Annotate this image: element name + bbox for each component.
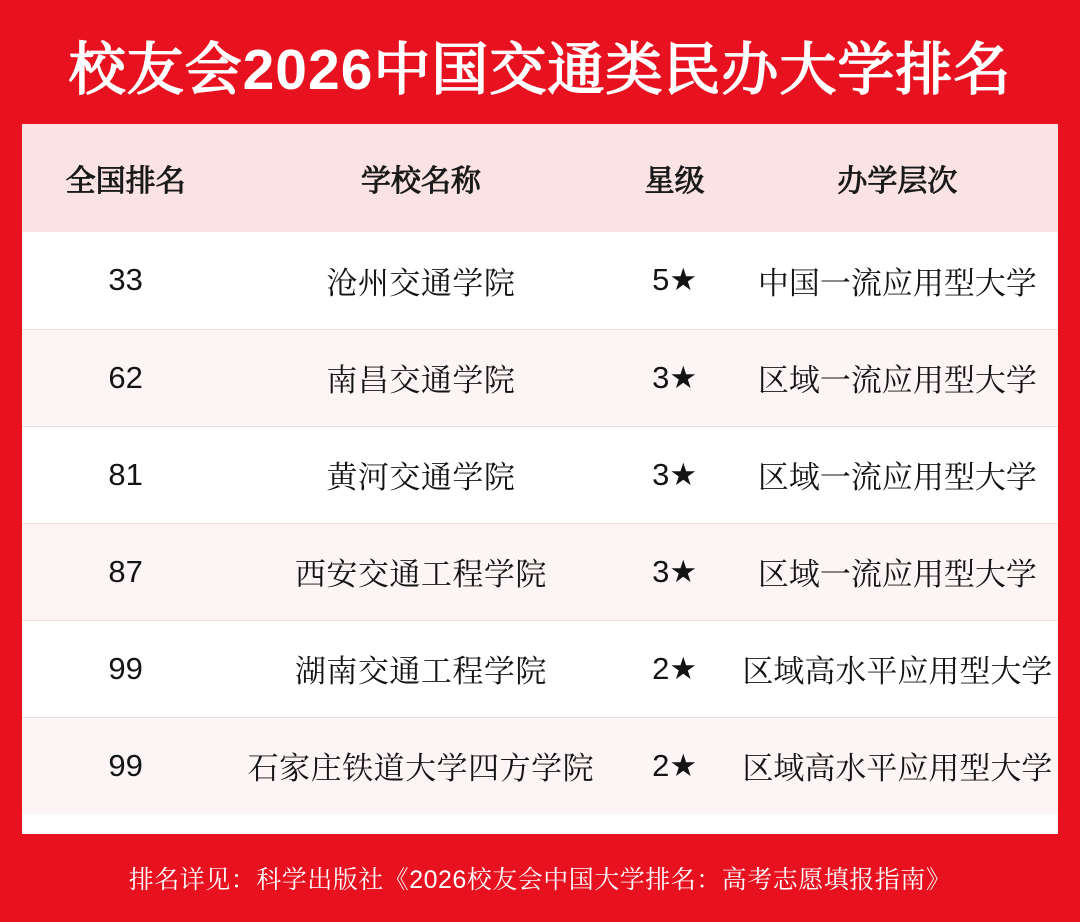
poster-title-bar: [22, 22, 1058, 124]
cell-level: 区域一流应用型大学: [737, 426, 1058, 523]
cell-level: 区域一流应用型大学: [737, 329, 1058, 426]
table-header: [22, 124, 1058, 232]
poster-footer: [22, 834, 1058, 922]
cell-school-name: 南昌交通学院: [229, 329, 612, 426]
cell-school-name: 西安交通工程学院: [229, 523, 612, 620]
column-header-star: 星级: [644, 165, 705, 198]
table-body: [22, 232, 1058, 814]
cell-rank: 99: [22, 620, 229, 717]
cell-level: 中国一流应用型大学: [757, 265, 1037, 301]
cell-star-rating: 3★: [613, 426, 737, 523]
cell-school-name: 石家庄铁道大学四方学院: [229, 717, 612, 814]
cell-rank: 81: [22, 426, 229, 523]
cell-star-rating: 3★: [613, 329, 737, 426]
cell-star-rating: 5★: [652, 262, 698, 298]
cell-level: 区域高水平应用型大学: [737, 620, 1058, 717]
cell-school-name: 湖南交通工程学院: [229, 620, 612, 717]
table-header-row: [22, 124, 1058, 232]
cell-level: 区域一流应用型大学: [737, 523, 1058, 620]
column-header-rank: 全国排名: [65, 165, 186, 198]
cell-rank: 99: [22, 717, 229, 814]
cell-school-name: 黄河交通学院: [229, 426, 612, 523]
table-row: [22, 620, 1058, 717]
footer-note: 排名详见：科学出版社《2026校友会中国大学排名：高考志愿填报指南》: [128, 866, 952, 894]
ranking-table: [22, 124, 1058, 814]
cell-level: 区域高水平应用型大学: [737, 717, 1058, 814]
table-row: [22, 426, 1058, 523]
cell-star-rating: 2★: [613, 717, 737, 814]
table-row: [22, 523, 1058, 620]
cell-star-rating: 3★: [613, 523, 737, 620]
ranking-table-card: [22, 124, 1058, 834]
column-header-level: 办学层次: [837, 165, 958, 198]
table-row: [22, 717, 1058, 814]
cell-rank: 33: [108, 262, 143, 298]
table-row: [22, 329, 1058, 426]
cell-star-rating: 2★: [613, 620, 737, 717]
page-title: 校友会2026中国交通类民办大学排名: [68, 37, 1012, 102]
cell-rank: 62: [22, 329, 229, 426]
cell-rank: 87: [22, 523, 229, 620]
table-row: [22, 232, 1058, 329]
column-header-name: 学校名称: [360, 165, 481, 198]
cell-school-name: 沧州交通学院: [326, 265, 516, 301]
